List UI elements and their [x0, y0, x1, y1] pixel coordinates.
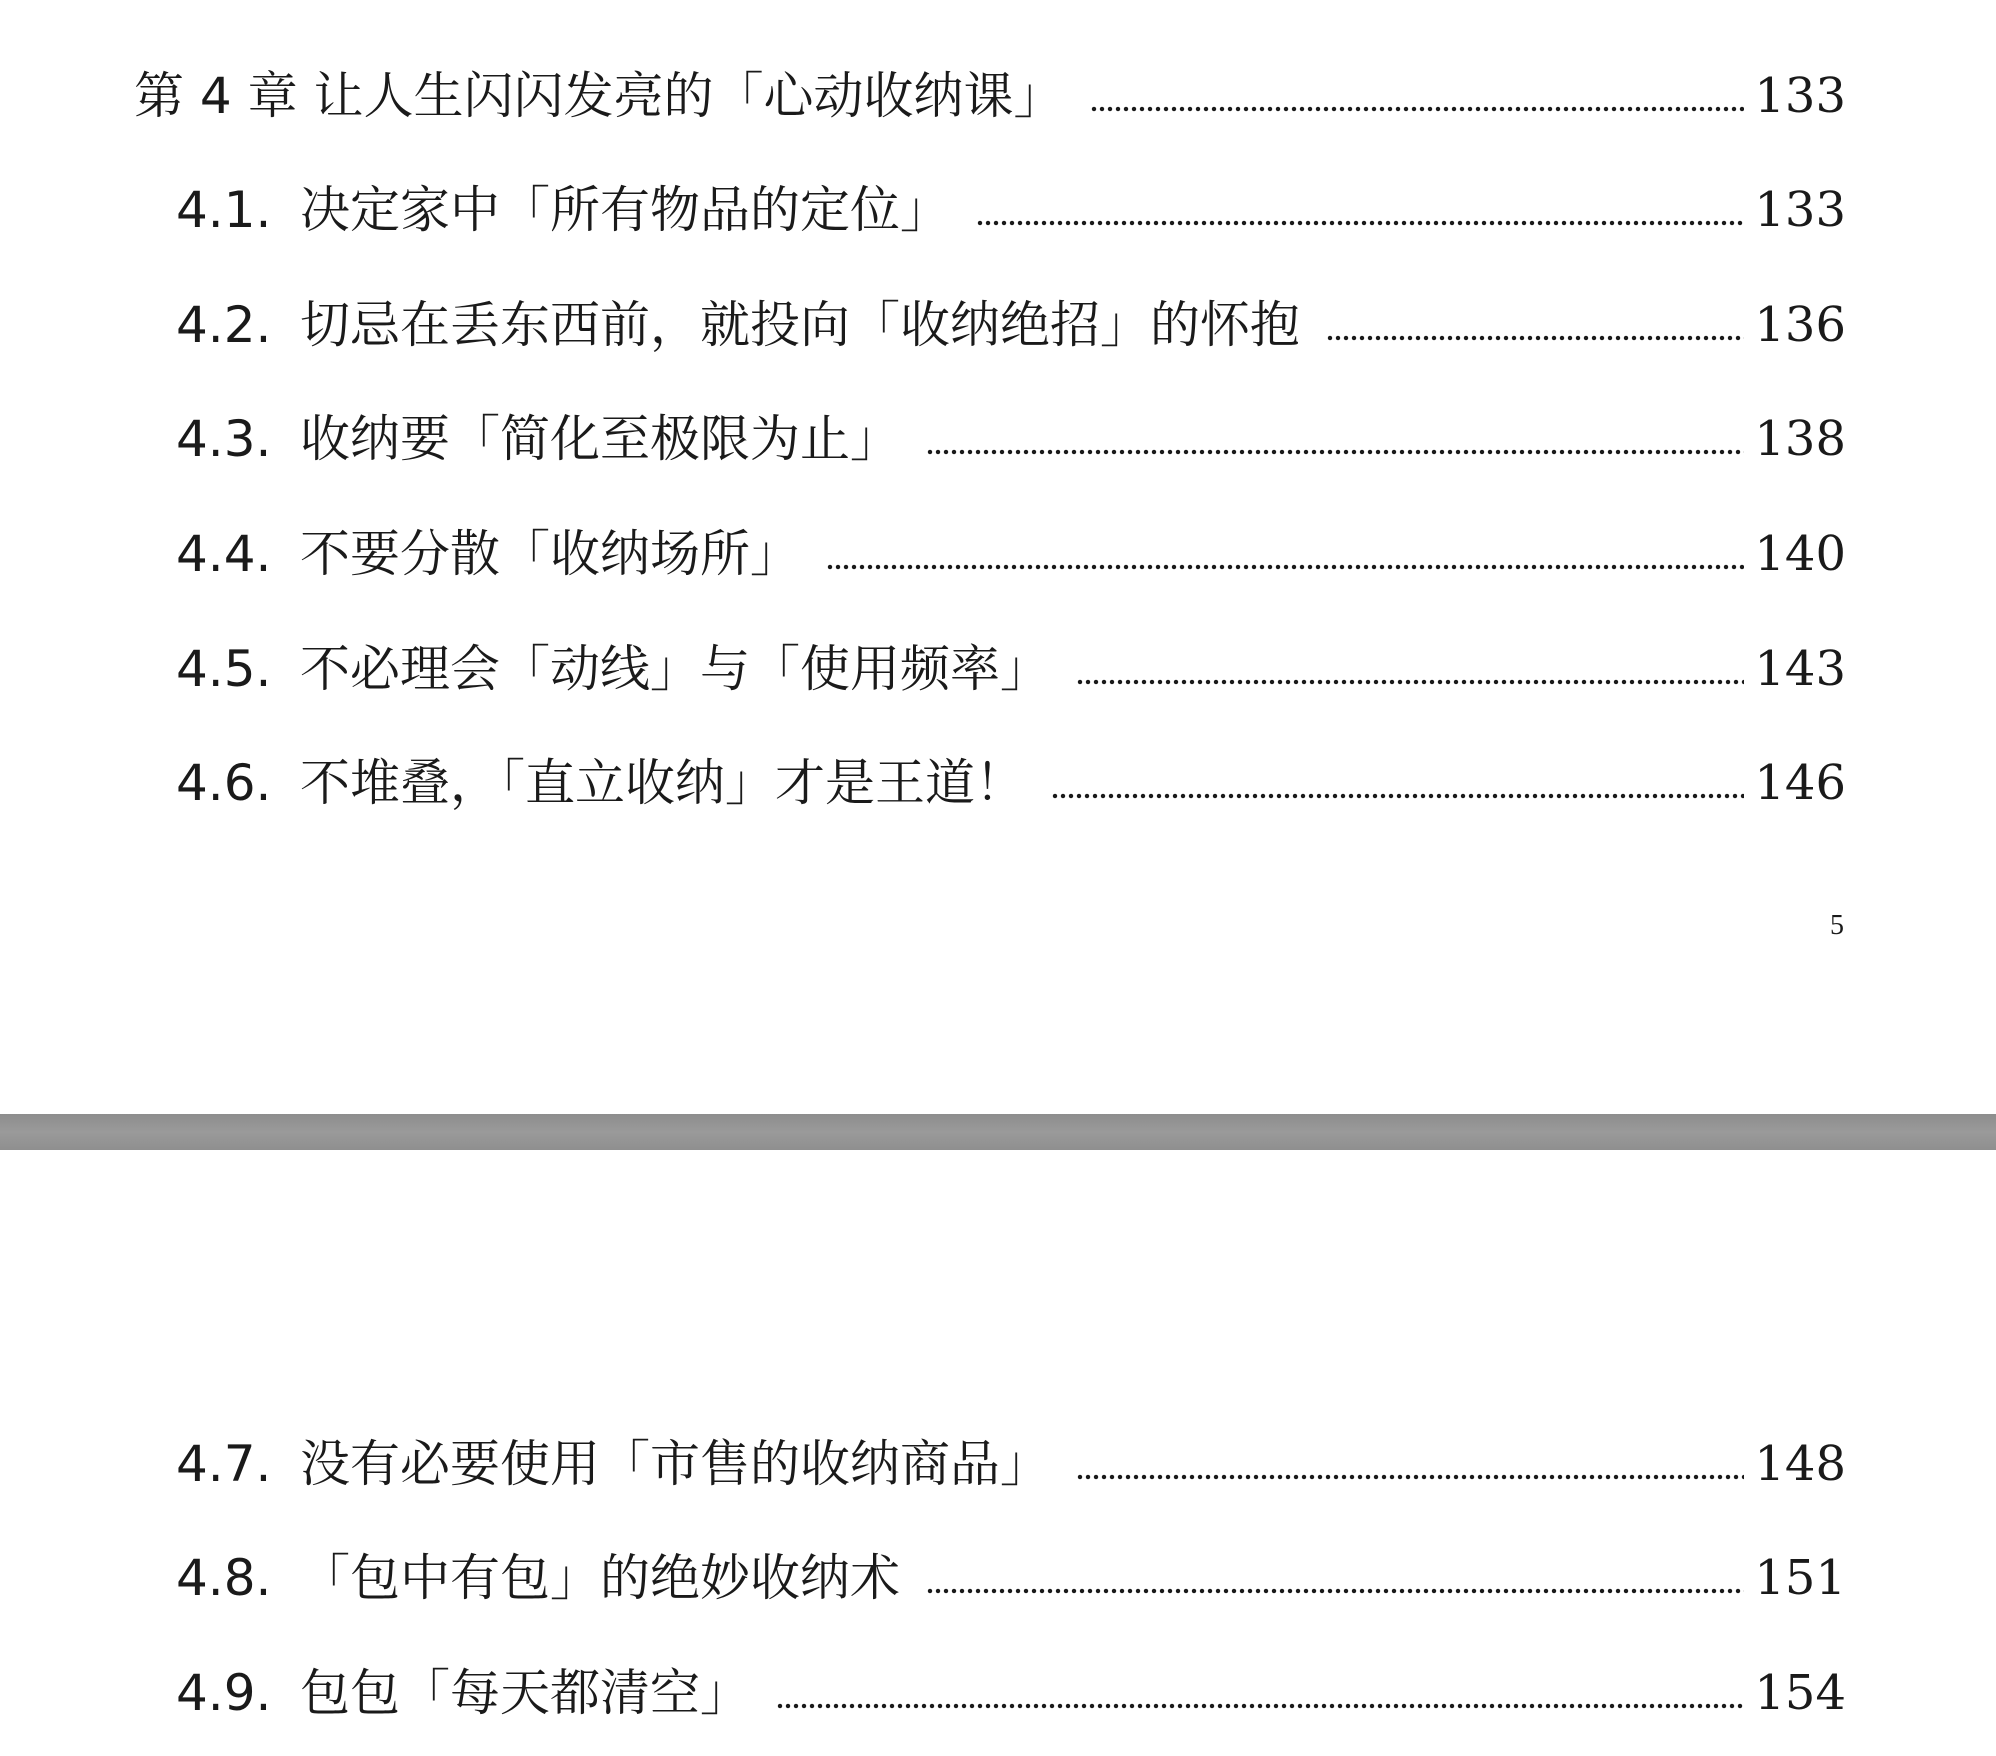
- dot-leader: [926, 447, 1744, 457]
- toc-page-number: 154: [1754, 1665, 1846, 1721]
- toc-page-number: 133: [1754, 182, 1846, 238]
- toc-section-number: 4.9.: [176, 1664, 272, 1722]
- toc-page-number: 151: [1754, 1550, 1846, 1606]
- toc-chapter-4[interactable]: [134, 64, 1846, 128]
- toc-title: 不要分散「收纳场所」: [300, 525, 800, 583]
- toc-page-number: 133: [1754, 68, 1846, 124]
- toc-page-number: 143: [1754, 641, 1846, 697]
- toc-title: 「包中有包」的绝妙收纳术: [300, 1549, 900, 1607]
- toc-section-number: 4.1.: [176, 181, 272, 239]
- toc-section-4-3[interactable]: [176, 407, 1846, 471]
- toc-title: 没有必要使用「市售的收纳商品」: [300, 1435, 1050, 1493]
- toc-page-number: 146: [1754, 755, 1846, 811]
- dot-leader: [826, 562, 1744, 572]
- dot-leader: [1076, 1472, 1744, 1482]
- page-folio-number: 5: [1830, 910, 1844, 941]
- page-separator: [0, 1114, 1996, 1150]
- toc-section-4-5[interactable]: [176, 637, 1846, 701]
- dot-leader: [1326, 333, 1744, 343]
- toc-section-number: 4.6.: [176, 754, 272, 812]
- toc-title: 切忌在丢东西前，就投向「收纳绝招」的怀抱: [300, 296, 1300, 354]
- toc-section-4-6[interactable]: [176, 751, 1846, 815]
- toc-section-number: 4.4.: [176, 525, 272, 583]
- toc-section-number: 4.3.: [176, 410, 272, 468]
- toc-title: 决定家中「所有物品的定位」: [300, 181, 950, 239]
- toc-section-number: 4.2.: [176, 296, 272, 354]
- toc-page-number: 138: [1754, 411, 1846, 467]
- toc-section-number: 4.5.: [176, 640, 272, 698]
- toc-page-number: 148: [1754, 1436, 1846, 1492]
- dot-leader: [1051, 791, 1744, 801]
- dot-leader: [1090, 104, 1745, 114]
- dot-leader: [1076, 677, 1744, 687]
- toc-section-number: 4.7.: [176, 1435, 272, 1493]
- toc-section-4-2[interactable]: [176, 293, 1846, 357]
- toc-title: 第 4 章 让人生闪闪发亮的「心动收纳课」: [134, 67, 1064, 125]
- document-page-6: [0, 1150, 1996, 1756]
- toc-section-4-7[interactable]: [176, 1432, 1846, 1496]
- dot-leader: [776, 1701, 1744, 1711]
- toc-section-4-4[interactable]: [176, 522, 1846, 586]
- dot-leader: [976, 218, 1744, 228]
- toc-section-number: 4.8.: [176, 1549, 272, 1607]
- toc-title: 包包「每天都清空」: [300, 1664, 750, 1722]
- toc-section-4-8[interactable]: [176, 1546, 1846, 1610]
- toc-section-4-1[interactable]: [176, 178, 1846, 242]
- toc-title: 不堆叠，「直立收纳」才是王道！: [300, 754, 1025, 812]
- toc-title: 收纳要「简化至极限为止」: [300, 410, 900, 468]
- toc-section-4-9[interactable]: [176, 1661, 1846, 1725]
- toc-title: 不必理会「动线」与「使用频率」: [300, 640, 1050, 698]
- dot-leader: [926, 1586, 1744, 1596]
- toc-page-number: 136: [1754, 297, 1846, 353]
- toc-page-number: 140: [1754, 526, 1846, 582]
